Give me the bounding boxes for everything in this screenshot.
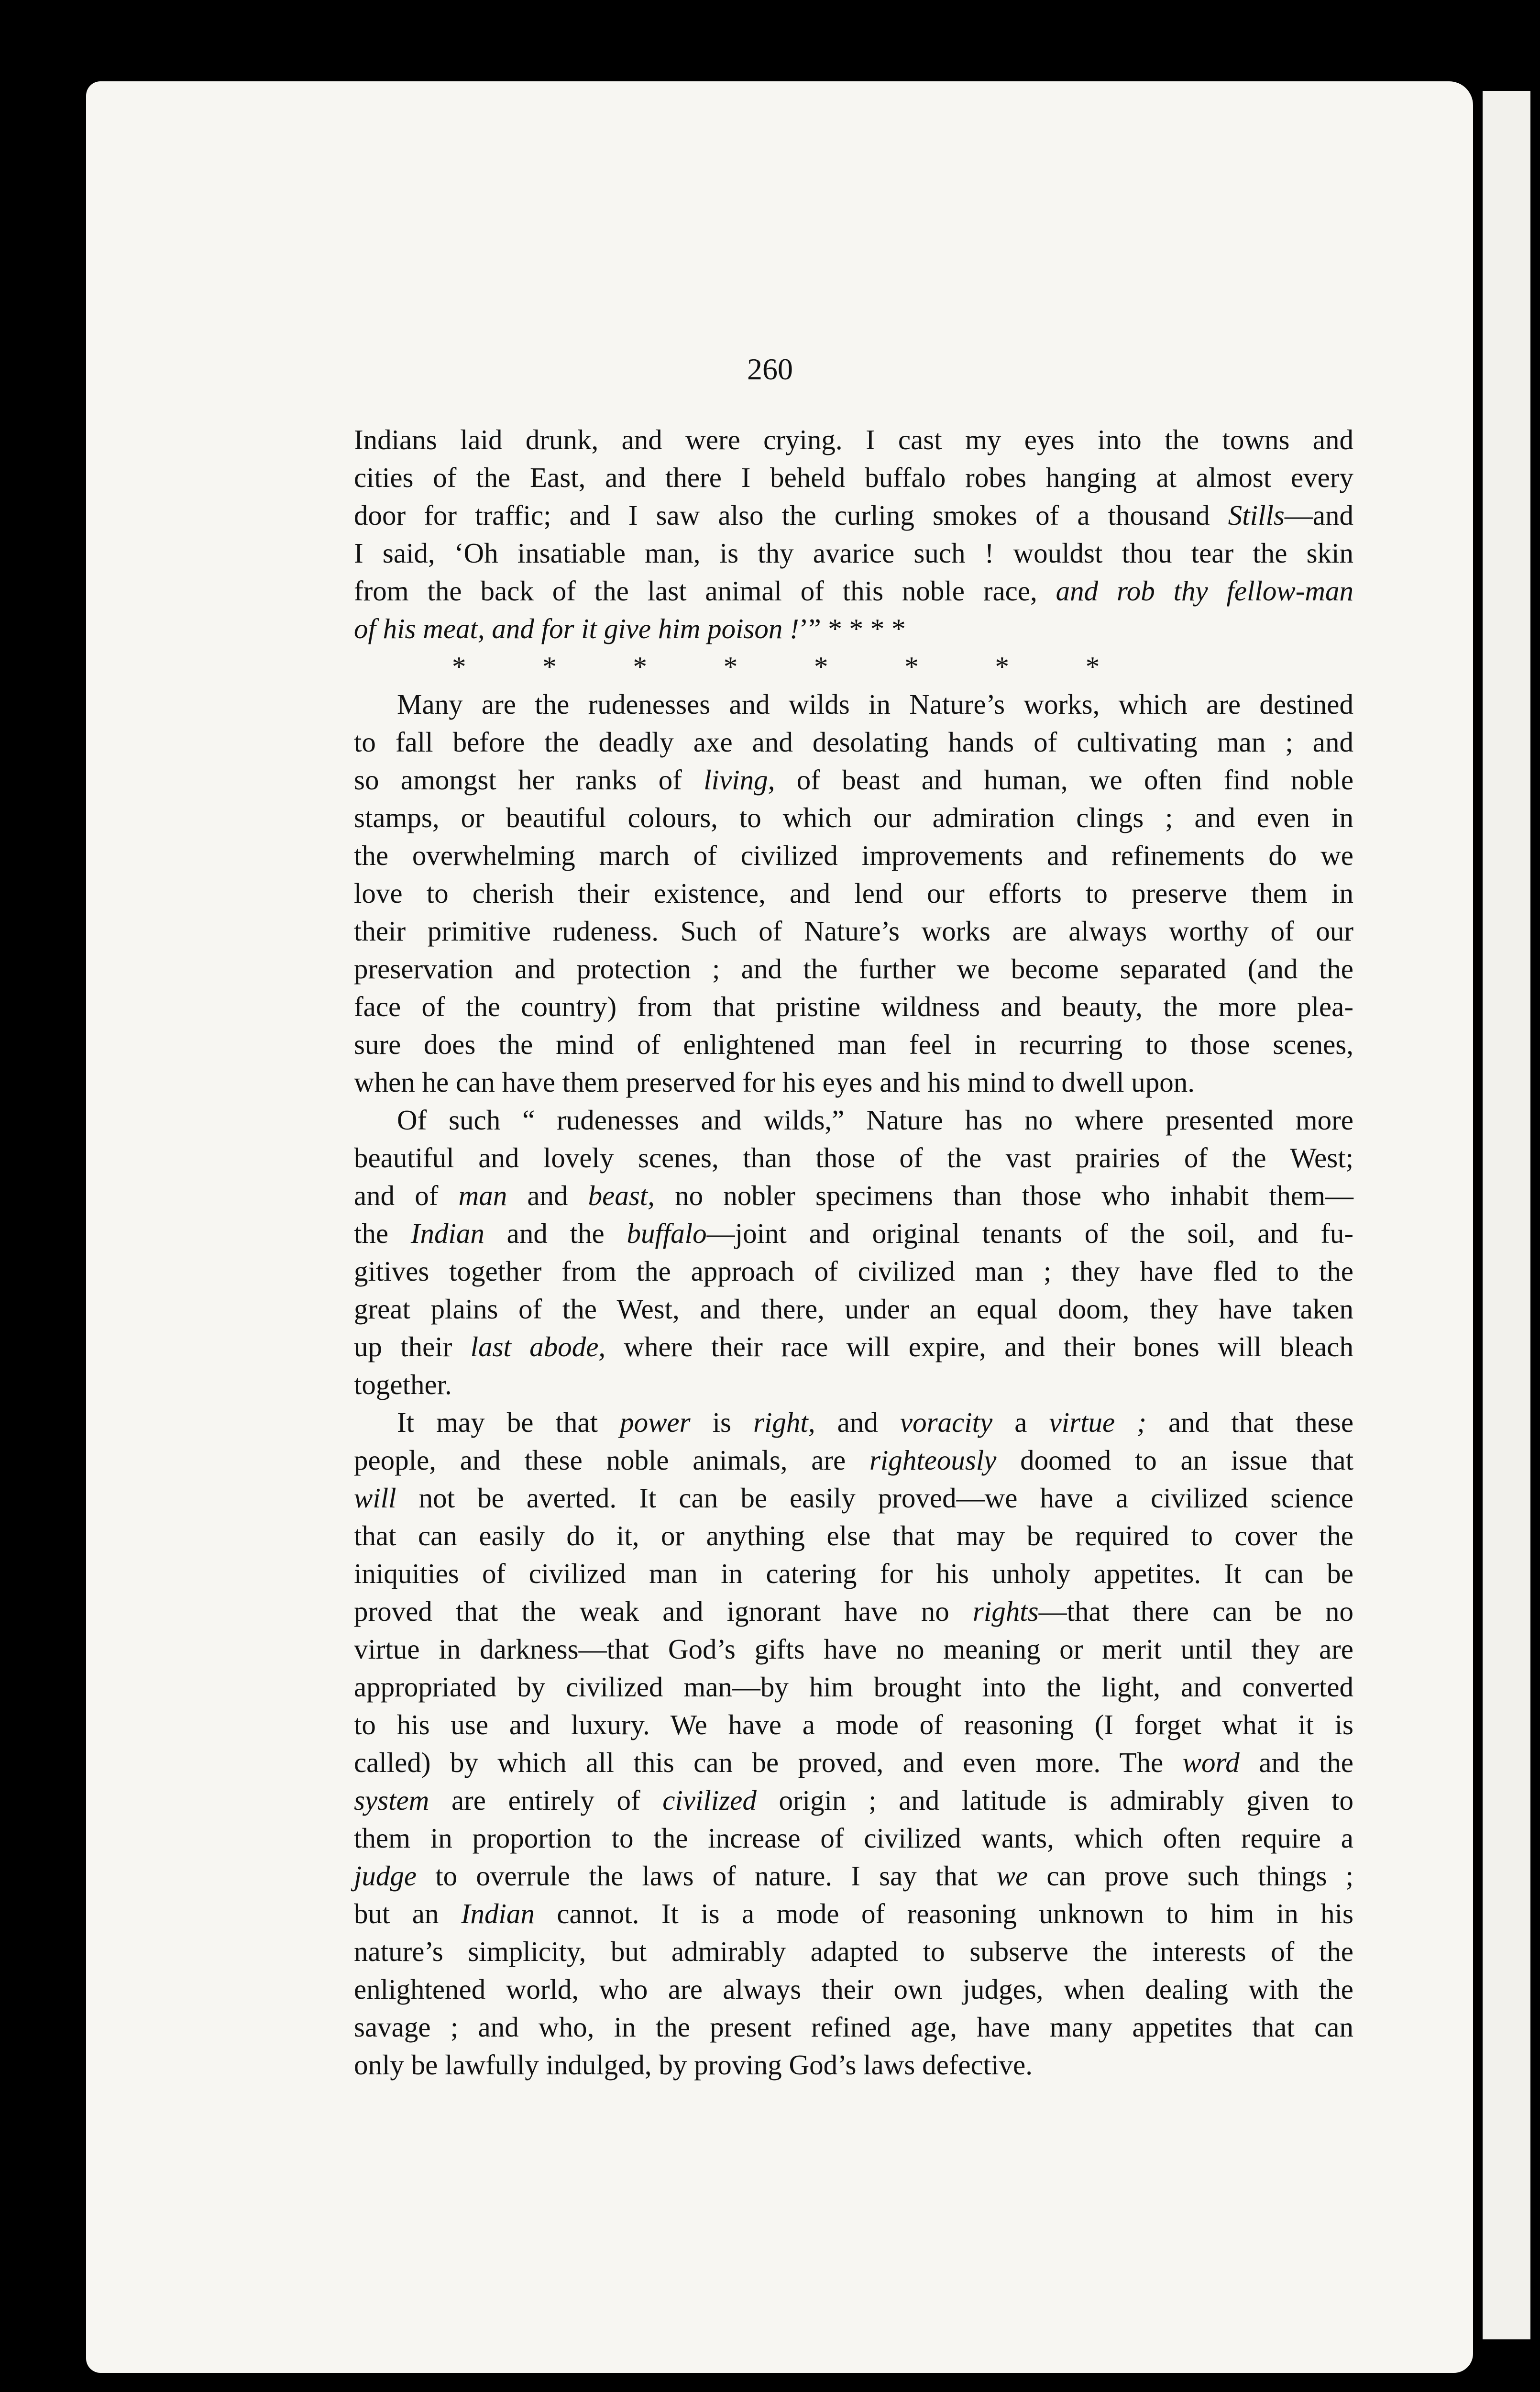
italic-text: Indian — [461, 1898, 535, 1929]
italic-text: and rob thy fellow-man — [1056, 575, 1353, 607]
text-line — [354, 1252, 1353, 1290]
text-segment: and that these — [1146, 1406, 1354, 1438]
text-line — [354, 875, 1353, 912]
text-line — [354, 497, 1353, 534]
text-segment: door for traffic; and I saw also the curling smokes of a thousand — [354, 499, 1228, 531]
text-line — [354, 1177, 1353, 1215]
text-segment: proved that the weak and ignorant have no — [354, 1595, 973, 1627]
text-segment: of beast and human, we often find noble — [775, 764, 1354, 796]
text-line — [354, 1668, 1353, 1706]
next-page-edge — [1483, 91, 1530, 2339]
text-line — [354, 572, 1353, 610]
italic-text: righteously — [869, 1444, 997, 1476]
text-line — [354, 1290, 1353, 1328]
text-segment: no nobler specimens than those who inhabit them— — [654, 1180, 1353, 1211]
text-line — [354, 1895, 1353, 1933]
text-line — [354, 459, 1353, 497]
text-line — [354, 1706, 1353, 1744]
text-segment: is — [690, 1406, 754, 1438]
text-line — [354, 950, 1353, 988]
text-segment: to fall before the deadly axe and desolating hands of cultivating man ; and — [354, 726, 1353, 758]
text-line — [354, 2008, 1353, 2046]
text-segment: doomed to an issue that — [996, 1444, 1353, 1476]
text-line — [354, 1517, 1353, 1555]
text-segment: love to cherish their existence, and lend our efforts to preserve them in — [354, 877, 1353, 909]
text-segment: them in proportion to the increase of civilized wants, which often require a — [354, 1822, 1353, 1854]
text-line — [354, 610, 1353, 648]
text-line — [354, 1555, 1353, 1593]
text-line — [354, 534, 1353, 572]
text-segment: sure does the mind of enlightened man feel in recurring to those scenes, — [354, 1029, 1353, 1060]
text-segment: ’” * * * * — [799, 613, 906, 644]
text-segment: gitives together from the approach of civilized man ; they have fled to the — [354, 1255, 1353, 1287]
text-segment: can prove such things ; — [1028, 1860, 1353, 1892]
italic-text: buffalo — [627, 1218, 707, 1249]
text-segment: and — [815, 1406, 900, 1438]
text-segment: to overrule the laws of nature. I say that — [417, 1860, 997, 1892]
text-segment: enlightened world, who are always their own judges, when dealing with the — [354, 1973, 1353, 2005]
text-segment: when he can have them preserved for his eyes and his mind to dwell upon. — [354, 1066, 1195, 1098]
text-line — [354, 761, 1353, 799]
text-line — [354, 1819, 1353, 1857]
text-segment: to his use and luxury. We have a mode of reasoning (I forget what it is — [354, 1709, 1353, 1740]
text-line — [354, 988, 1353, 1026]
italic-text: Stills — [1228, 499, 1285, 531]
italic-text: living, — [704, 764, 775, 796]
italic-text: system — [354, 1784, 429, 1816]
text-line — [354, 1630, 1353, 1668]
text-line — [354, 1404, 1353, 1441]
italic-text: man — [458, 1180, 507, 1211]
text-line — [354, 1026, 1353, 1063]
text-segment: cities of the East, and there I beheld buffalo robes hanging at almost every — [354, 462, 1353, 493]
text-line — [354, 1971, 1353, 2008]
text-line — [354, 723, 1353, 761]
text-segment: great plains of the West, and there, under an equal doom, they have taken — [354, 1293, 1353, 1325]
text-segment: their primitive rudeness. Such of Nature’s works are always worthy of our — [354, 915, 1353, 947]
italic-text: beast, — [588, 1180, 655, 1211]
text-line — [354, 1593, 1353, 1630]
text-segment: the — [354, 1218, 411, 1249]
text-segment: not be averted. It can be easily proved—we have a civilized science — [396, 1482, 1353, 1514]
text-segment: the overwhelming march of civilized improvements and refinements do we — [354, 840, 1353, 871]
text-segment: that can easily do it, or anything else that may be required to cover the — [354, 1520, 1353, 1551]
text-segment: up their — [354, 1331, 471, 1362]
italic-text: will — [354, 1482, 396, 1514]
text-line — [354, 1441, 1353, 1479]
text-line — [354, 686, 1353, 723]
text-segment: iniquities of civilized man in catering for his unholy appetites. It can be — [354, 1558, 1353, 1589]
text-segment: and the — [484, 1218, 627, 1249]
text-segment: Indians laid drunk, and were crying. I cast my eyes into the towns and — [354, 424, 1353, 455]
text-line — [354, 1933, 1353, 1971]
text-line — [354, 648, 1353, 686]
text-segment: from the back of the last animal of this noble race, — [354, 575, 1056, 607]
text-segment: virtue in darkness—that God’s gifts have no meaning or merit until they are — [354, 1633, 1353, 1665]
italic-text: word — [1182, 1747, 1240, 1778]
text-segment: but an — [354, 1898, 461, 1929]
text-segment: —joint and original tenants of the soil, and fu- — [706, 1218, 1353, 1249]
text-segment: stamps, or beautiful colours, to which our admiration clings ; and even in — [354, 802, 1353, 833]
italic-text: voracity — [900, 1406, 993, 1438]
text-segment: face of the country) from that pristine wildness and beauty, the more plea- — [354, 991, 1353, 1022]
text-line — [354, 1063, 1353, 1101]
text-segment: —and — [1284, 499, 1353, 531]
body-text — [354, 421, 1353, 2084]
italic-text: Indian — [410, 1218, 484, 1249]
text-segment: beautiful and lovely scenes, than those of the vast prairies of the West; — [354, 1142, 1353, 1174]
text-segment: preservation and protection ; and the further we become separated (and the — [354, 953, 1353, 985]
text-line — [354, 1139, 1353, 1177]
text-line — [354, 1328, 1353, 1366]
text-segment: —that there can be no — [1038, 1595, 1353, 1627]
text-segment: origin ; and latitude is admirably given to — [756, 1784, 1353, 1816]
text-line — [354, 1101, 1353, 1139]
italic-text: civilized — [662, 1784, 757, 1816]
italic-text: power — [620, 1406, 691, 1438]
text-segment: so amongst her ranks of — [354, 764, 704, 796]
text-segment: and of — [354, 1180, 459, 1211]
page-number: 260 — [747, 352, 793, 386]
italic-text: virtue ; — [1049, 1406, 1146, 1438]
text-line — [354, 1479, 1353, 1517]
text-line — [354, 837, 1353, 875]
text-segment: only be lawfully indulged, by proving God’s laws defective. — [354, 2049, 1033, 2081]
text-line — [354, 1857, 1353, 1895]
text-segment: It may be that — [397, 1406, 620, 1438]
text-segment: a — [992, 1406, 1049, 1438]
italic-text: rights — [972, 1595, 1039, 1627]
text-segment: cannot. It is a mode of reasoning unknown to him in his — [534, 1898, 1353, 1929]
italic-text: last abode, — [470, 1331, 606, 1362]
text-segment: people, and these noble animals, are — [354, 1444, 869, 1476]
text-segment: savage ; and who, in the present refined age, have many appetites that can — [354, 2011, 1353, 2043]
text-line — [354, 1782, 1353, 1819]
text-segment: Of such “ rudenesses and wilds,” Nature has no where presented more — [397, 1104, 1353, 1136]
text-segment: and the — [1239, 1747, 1353, 1778]
text-segment: * * * * * * * * — [452, 651, 1100, 682]
text-line — [354, 421, 1353, 459]
text-segment: together. — [354, 1369, 452, 1400]
text-line — [354, 1366, 1353, 1404]
italic-text: of his meat, and for it give him poison ! — [354, 613, 799, 644]
text-line — [354, 912, 1353, 950]
text-segment: I said, ‘Oh insatiable man, is thy avarice such ! wouldst thou tear the skin — [354, 537, 1353, 569]
text-segment: where their race will expire, and their bones will bleach — [605, 1331, 1353, 1362]
text-segment: Many are the rudenesses and wilds in Nature’s works, which are destined — [397, 688, 1353, 720]
text-segment: nature’s simplicity, but admirably adapted to subserve the interests of the — [354, 1936, 1353, 1967]
text-segment: and — [507, 1180, 588, 1211]
italic-text: we — [996, 1860, 1028, 1892]
text-segment: appropriated by civilized man—by him brought into the light, and converted — [354, 1671, 1353, 1703]
text-line — [354, 1215, 1353, 1252]
text-segment: are entirely of — [429, 1784, 663, 1816]
text-line — [354, 799, 1353, 837]
italic-text: judge — [354, 1860, 417, 1892]
text-line — [354, 1744, 1353, 1782]
italic-text: right, — [753, 1406, 815, 1438]
text-segment: called) by which all this can be proved, and even more. The — [354, 1747, 1183, 1778]
text-line — [354, 2046, 1353, 2084]
